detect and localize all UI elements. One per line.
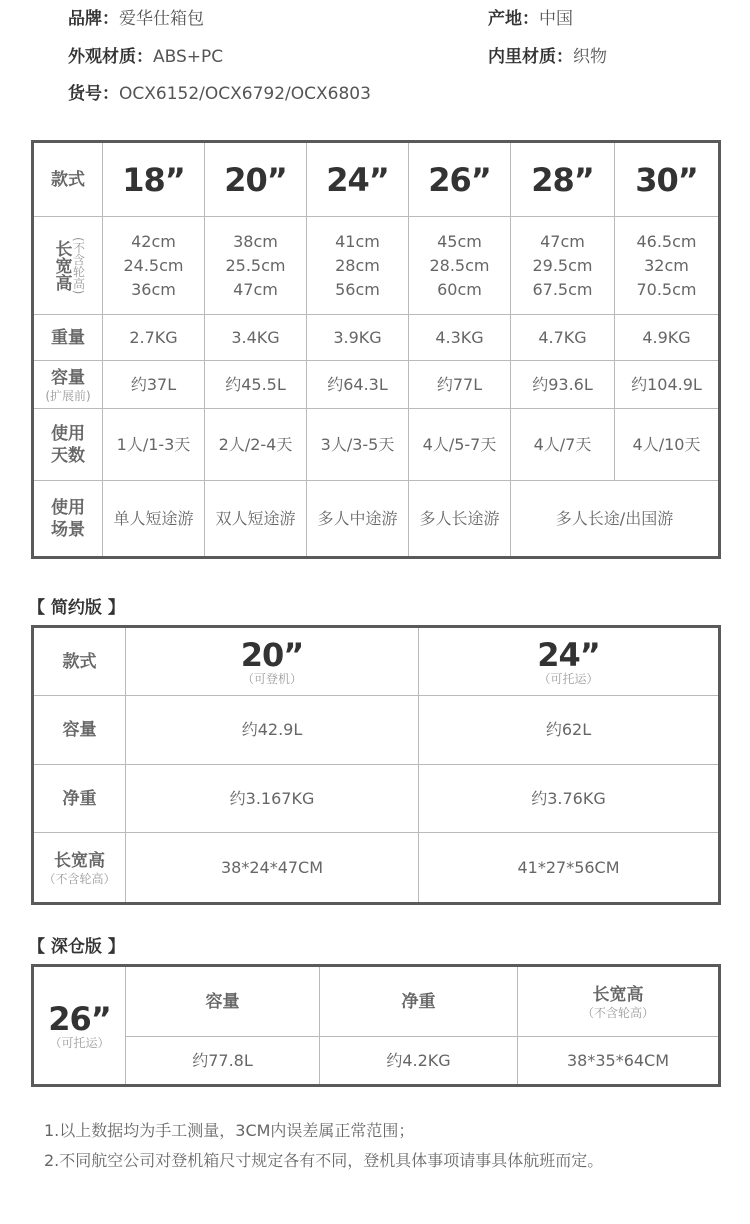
dims-26 [409, 217, 511, 315]
dims-24-length: 41cm [335, 231, 380, 251]
simple-weight-20: 约3.167KG [126, 765, 419, 833]
weight-26: 4.3KG [409, 315, 511, 361]
deep-weight: 约4.2KG [320, 1037, 518, 1085]
simple-size-24-label: 24” [537, 635, 600, 674]
dims-note: (不含轮高) [71, 236, 86, 295]
note-1: 1.以上数据均为手工测量，3CM内误差属正常范围； [44, 1121, 415, 1140]
deep-size-label: 26” [48, 999, 111, 1038]
scene-row [34, 481, 719, 557]
brand-value: 爱华仕箱包 [119, 9, 204, 29]
days-28: 4人/7天 [511, 409, 615, 481]
capacity-row [34, 361, 719, 409]
dims-24-width: 28cm [335, 255, 380, 275]
brand-label: 品牌： [68, 9, 119, 29]
dims-24-height: 56cm [335, 279, 380, 299]
scene-18: 单人短途游 [103, 481, 205, 557]
size-30: 30” [615, 143, 719, 217]
size-24: 24” [307, 143, 409, 217]
simple-table [33, 627, 719, 903]
capacity-note: (扩展前) [45, 388, 91, 403]
capacity-20: 约45.5L [205, 361, 307, 409]
days-26: 4人/5-7天 [409, 409, 511, 481]
weight-30: 4.9KG [615, 315, 719, 361]
origin-row [488, 4, 573, 29]
capacity-28: 约93.6L [511, 361, 615, 409]
scene-label-2: 场景 [51, 519, 85, 540]
dims-30-length: 46.5cm [636, 231, 697, 251]
outer-material-value: ABS+PC [153, 47, 224, 67]
simple-dims-24: 41*27*56CM [419, 833, 719, 903]
simple-dims-label: 长宽高 [54, 850, 105, 871]
dims-28-width: 29.5cm [532, 255, 593, 275]
simple-size-20 [126, 628, 419, 696]
simple-size-20-label: 20” [240, 635, 304, 674]
dims-20-height: 47cm [233, 279, 278, 299]
dims-26-height: 60cm [437, 279, 482, 299]
sku-value: OCX6152/OCX6792/OCX6803 [119, 84, 371, 104]
scene-24: 多人中途游 [307, 481, 409, 557]
origin-label: 产地： [488, 9, 539, 29]
dims-30-height: 70.5cm [636, 279, 697, 299]
scene-20: 双人短途游 [205, 481, 307, 557]
dims-24 [307, 217, 409, 315]
dims-30 [615, 217, 719, 315]
weight-24: 3.9KG [307, 315, 409, 361]
sku-label: 货号： [68, 84, 119, 104]
dims-row [34, 217, 719, 315]
scene-label-1: 使用 [51, 497, 85, 518]
simple-dims-row [34, 833, 719, 903]
weight-18: 2.7KG [103, 315, 205, 361]
simple-dims-20: 38*24*47CM [126, 833, 419, 903]
capacity-label: 容量 [51, 367, 85, 388]
size-18: 18” [103, 143, 205, 217]
capacity-24: 约64.3L [307, 361, 409, 409]
deep-value-row [34, 1037, 719, 1085]
row-header-dims [34, 217, 103, 315]
days-label-1: 使用 [51, 423, 85, 444]
capacity-30: 约104.9L [615, 361, 719, 409]
deep-dims: 38*35*64CM [518, 1037, 719, 1085]
dims-20-length: 38cm [233, 231, 278, 251]
dims-30-width: 32cm [644, 255, 689, 275]
row-header-capacity [34, 361, 103, 409]
dims-28-length: 47cm [540, 231, 585, 251]
dims-20 [205, 217, 307, 315]
outer-material-row [68, 42, 223, 67]
simple-size-row [34, 628, 719, 696]
scene-26: 多人长途游 [409, 481, 511, 557]
days-row [34, 409, 719, 481]
simple-weight-24: 约3.76KG [419, 765, 719, 833]
deep-header-capacity: 容量 [126, 967, 320, 1037]
row-header-scene [34, 481, 103, 557]
deep-size-cell [34, 967, 126, 1085]
days-24: 3人/3-5天 [307, 409, 409, 481]
inner-material-label: 内里材质： [488, 47, 573, 67]
capacity-18: 约37L [103, 361, 205, 409]
days-20: 2人/2-4天 [205, 409, 307, 481]
dims-18-height: 36cm [131, 279, 176, 299]
brand-row [68, 4, 204, 29]
simple-header-weight: 净重 [34, 765, 126, 833]
size-26: 26” [409, 143, 511, 217]
simple-capacity-row [34, 696, 719, 765]
days-label-2: 天数 [51, 445, 85, 466]
days-18: 1人/1-3天 [103, 409, 205, 481]
simple-header-dims [34, 833, 126, 903]
size-row [34, 143, 719, 217]
simple-dims-note: （不含轮高） [43, 871, 116, 886]
weight-20: 3.4KG [205, 315, 307, 361]
dims-26-width: 28.5cm [429, 255, 490, 275]
outer-material-label: 外观材质： [68, 47, 153, 67]
spec-table [33, 142, 719, 557]
deep-header-row [34, 967, 719, 1037]
dims-26-length: 45cm [437, 231, 482, 251]
simple-size-24 [419, 628, 719, 696]
scene-28-30: 多人长途/出国游 [511, 481, 719, 557]
deep-section-title: 【 深仓版 】 [28, 937, 125, 957]
dims-18 [103, 217, 205, 315]
dims-20-width: 25.5cm [225, 255, 286, 275]
origin-value: 中国 [539, 9, 573, 29]
capacity-26: 约77L [409, 361, 511, 409]
simple-size-20-note: （可登机） [241, 671, 302, 686]
weight-28: 4.7KG [511, 315, 615, 361]
deep-header-dims [518, 967, 719, 1037]
simple-weight-row [34, 765, 719, 833]
row-header-days [34, 409, 103, 481]
note-2: 2.不同航空公司对登机箱尺寸规定各有不同，登机具体事项请事具体航班而定。 [44, 1151, 604, 1170]
simple-header-capacity: 容量 [34, 696, 126, 765]
simple-section-title: 【 简约版 】 [28, 598, 125, 618]
row-header-style: 款式 [34, 143, 103, 217]
deep-table [33, 966, 719, 1085]
dims-18-length: 42cm [131, 231, 176, 251]
simple-header-style: 款式 [34, 628, 126, 696]
row-header-weight: 重量 [34, 315, 103, 361]
dims-28-height: 67.5cm [532, 279, 593, 299]
deep-dims-note: （不含轮高） [581, 1005, 654, 1020]
dims-label: 长宽高 [51, 240, 72, 291]
inner-material-value: 织物 [573, 47, 607, 67]
deep-dims-label: 长宽高 [592, 984, 644, 1005]
simple-capacity-24: 约62L [419, 696, 719, 765]
simple-size-24-note: （可托运） [538, 671, 599, 686]
deep-capacity: 约77.8L [126, 1037, 320, 1085]
dims-18-width: 24.5cm [123, 255, 184, 275]
deep-size-note: （可托运） [49, 1035, 110, 1050]
inner-material-row [488, 42, 607, 67]
size-20: 20” [205, 143, 307, 217]
size-28: 28” [511, 143, 615, 217]
sku-row [68, 79, 371, 104]
weight-row [34, 315, 719, 361]
deep-header-weight: 净重 [320, 967, 518, 1037]
days-30: 4人/10天 [615, 409, 719, 481]
simple-capacity-20: 约42.9L [126, 696, 419, 765]
dims-28 [511, 217, 615, 315]
